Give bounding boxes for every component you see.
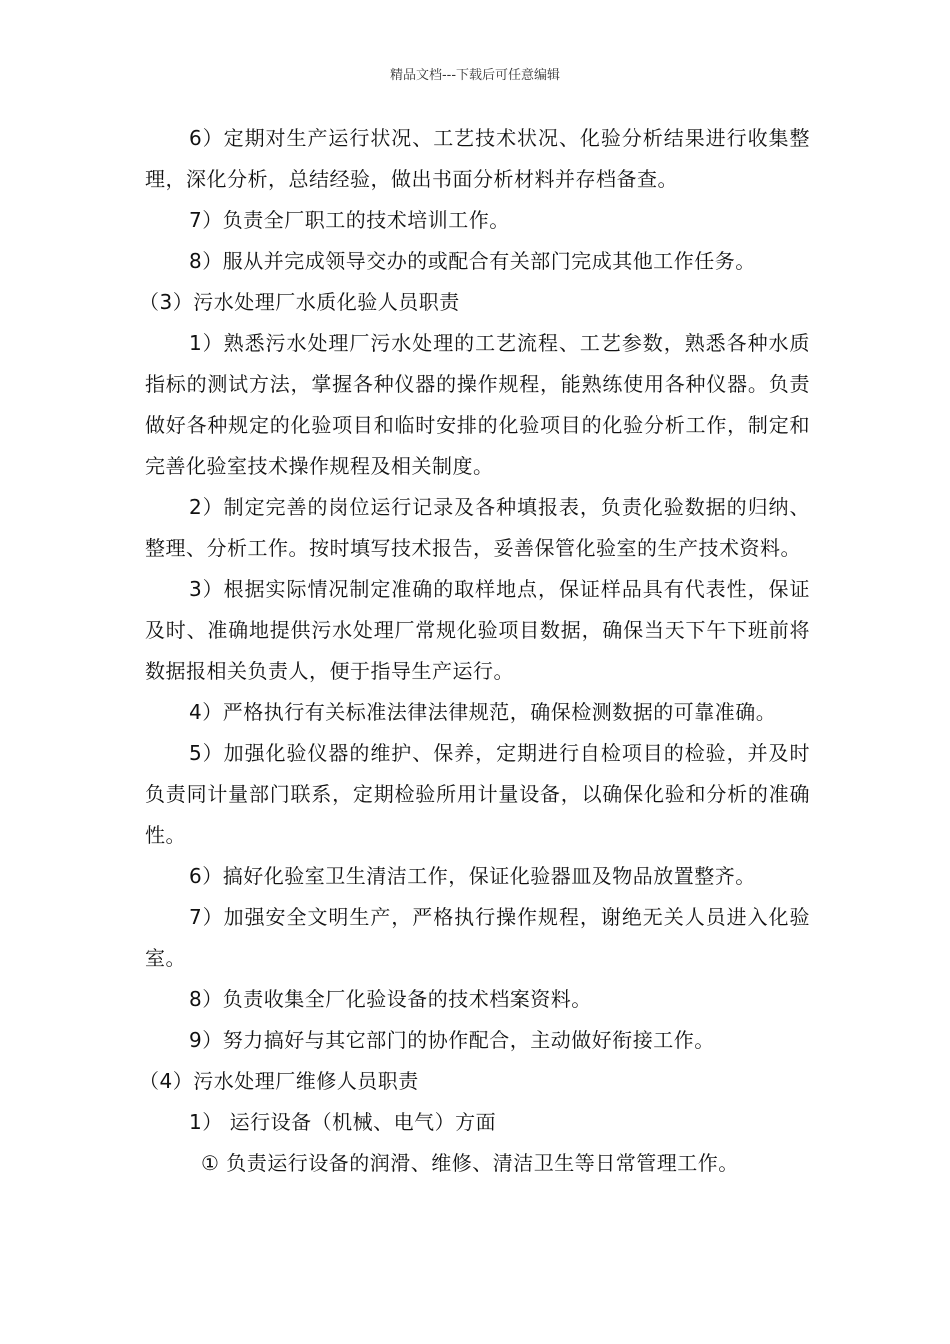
paragraph: 9）努力搞好与其它部门的协作配合，主动做好衔接工作。	[189, 1028, 715, 1052]
paragraph: 2）制定完善的岗位运行记录及各种填报表，负责化验数据的归纳、整理、分析工作。按时填写技术报告，妥善保管化验室的生产技术资料。	[145, 495, 810, 560]
paragraph: 5）加强化验仪器的维护、保养，定期进行自检项目的检验，并及时负责同计量部门联系，定期检验所用计量设备，以确保化验和分析的准确性。	[145, 741, 810, 847]
paragraph: 8）负责收集全厂化验设备的技术档案资料。	[189, 987, 592, 1011]
list-item: ① 负责运行设备的润滑、维修、清洁卫生等日常管理工作。	[201, 1151, 739, 1175]
paragraph: 3）根据实际情况制定准确的取样地点，保证样品具有代表性，保证及时、准确地提供污水处理厂常规化验项目数据，确保当天下午下班前将数据报相关负责人，便于指导生产运行。	[145, 577, 810, 683]
section-heading: （4）污水处理厂维修人员职责	[139, 1069, 419, 1093]
section-heading: （3）污水处理厂水质化验人员职责	[139, 290, 460, 314]
paragraph: 6）定期对生产运行状况、工艺技术状况、化验分析结果进行收集整理，深化分析，总结经验，做出书面分析材料并存档备查。	[145, 126, 810, 191]
paragraph: 7）负责全厂职工的技术培训工作。	[189, 208, 510, 232]
subsection-heading: 1） 运行设备（机械、电气）方面	[189, 1110, 497, 1134]
page-watermark: 精品文档---下载后可任意编辑	[389, 68, 561, 83]
paragraph: 1）熟悉污水处理厂污水处理的工艺流程、工艺参数，熟悉各种水质指标的测试方法，掌握各种仪器的操作规程，能熟练使用各种仪器。负责做好各种规定的化验项目和临时安排的化验项目的化验分析工作，制定和完善化验室技术操作规程及相关制度。	[145, 331, 810, 478]
paragraph: 6）搞好化验室卫生清洁工作，保证化验器皿及物品放置整齐。	[189, 864, 756, 888]
paragraph: 7）加强安全文明生产，严格执行操作规程，谢绝无关人员进入化验室。	[145, 905, 810, 970]
paragraph: 4）严格执行有关标准法律法律规范，确保检测数据的可靠准确。	[189, 700, 777, 724]
document-body	[139, 118, 810, 1184]
paragraph: 8）服从并完成领导交办的或配合有关部门完成其他工作任务。	[189, 249, 756, 273]
